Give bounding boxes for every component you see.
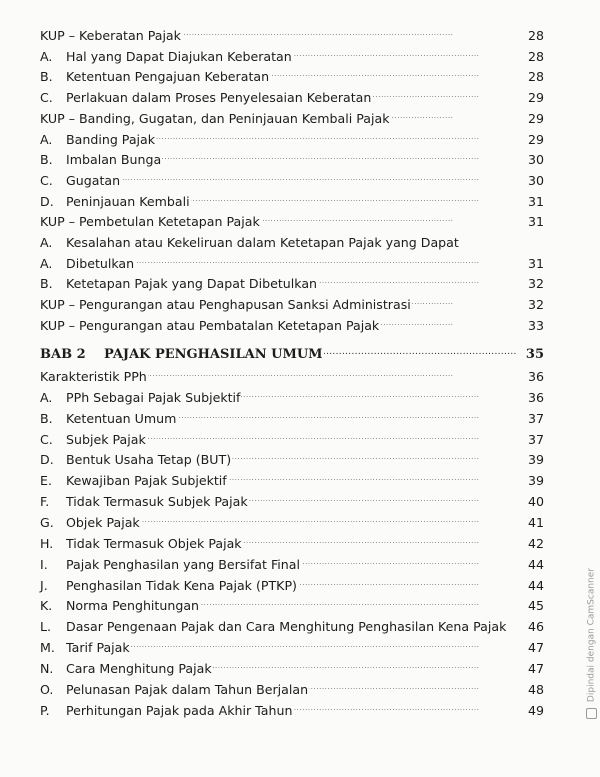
toc-entry-title: Ketentuan Umum: [66, 410, 177, 426]
toc-entry-title: Ketetapan Pajak yang Dapat Dibetulkan: [66, 276, 318, 292]
toc-entry-title: Tidak Termasuk Subjek Pajak: [66, 494, 248, 510]
toc-entry-title: Cara Menghitung Pajak: [66, 660, 212, 676]
toc-entry-title: Banding Pajak: [66, 131, 156, 147]
toc-entry-letter: J.: [40, 577, 48, 593]
toc-entry-title: Gugatan: [66, 172, 121, 188]
toc-entry-letter: B.: [40, 69, 53, 85]
toc-entry-title: Pajak Penghasilan yang Bersifat Final: [66, 556, 300, 572]
toc-entry-page: 39: [527, 473, 544, 489]
toc-entry-page: 42: [527, 535, 544, 551]
toc-entry-letter: D.: [40, 193, 54, 209]
toc-entry-letter: A.: [40, 48, 53, 64]
toc-entry-page: 39: [527, 452, 544, 468]
toc-entry-letter: N.: [40, 660, 54, 676]
toc-entry-page: 48: [527, 681, 544, 697]
toc-entry-title: Hal yang Dapat Diajukan Keberatan: [66, 48, 292, 64]
toc-entry-page: 28: [527, 69, 544, 85]
toc-entry-title: Tidak Termasuk Objek Pajak: [66, 535, 242, 551]
toc-entry-letter: H.: [40, 535, 54, 551]
toc-entry-page: 36: [527, 389, 544, 405]
chapter-number: BAB 2: [40, 347, 86, 362]
toc-entry-letter: C.: [40, 90, 53, 106]
toc-entry-page: 47: [527, 660, 544, 676]
toc-entry-page: 30: [527, 172, 544, 188]
toc-entry-page: 32: [527, 297, 544, 313]
toc-entry-letter: C.: [40, 431, 53, 447]
toc-entry-title: Subjek Pajak: [66, 431, 146, 447]
toc-entry-title: Tarif Pajak: [66, 640, 130, 656]
toc-entry-page: 44: [527, 556, 544, 572]
toc-entry-title: Dasar Pengenaan Pajak dan Cara Menghitung Penghasilan Kena Pajak: [66, 619, 507, 635]
toc-entry-page: 29: [527, 90, 544, 106]
toc-entry-letter: K.: [40, 598, 53, 614]
toc-entry-title: Karakteristik PPh: [40, 369, 147, 384]
toc-entry-letter: I.: [40, 556, 48, 572]
toc-entry-letter: G.: [40, 514, 54, 530]
toc-entry-letter: P.: [40, 702, 50, 718]
toc-entry-page: 49: [527, 702, 544, 718]
toc-entry-page: 29: [527, 110, 544, 126]
toc-entry-letter: A.: [40, 235, 53, 250]
toc-entry-letter: F.: [40, 494, 50, 510]
toc-entry-title: Kesalahan atau Kekeliruan dalam Ketetapan Pajak yang Dapat: [66, 235, 459, 250]
toc-entry-title: Perlakuan dalam Proses Penyelesaian Keberatan: [66, 90, 372, 106]
toc-entry-title: Imbalan Bunga: [66, 152, 162, 168]
toc-entry-letter: A.: [40, 389, 53, 405]
toc-entry-page: 47: [527, 640, 544, 656]
toc-entry-title: KUP – Keberatan Pajak: [40, 28, 181, 43]
toc-entry-letter: O.: [40, 681, 54, 697]
watermark-text: Dipindai dengan CamScanner: [586, 568, 597, 703]
toc-entry-letter: B.: [40, 410, 53, 426]
toc-entry-page: 29: [527, 131, 544, 147]
toc-entry-title: Ketentuan Pengajuan Keberatan: [66, 69, 270, 85]
toc-entry-letter: B.: [40, 152, 53, 168]
toc-entry-title: KUP – Pengurangan atau Pembatalan Ketetapan Pajak: [40, 317, 380, 333]
toc-entry-page: 31: [527, 255, 544, 271]
toc-entry-title: Peninjauan Kembali: [66, 193, 190, 209]
toc-entry-title: Objek Pajak: [66, 514, 140, 530]
toc-entry-page: 31: [527, 193, 544, 209]
toc-entry-page: 40: [527, 494, 544, 510]
toc-entry-page: 32: [527, 276, 544, 292]
toc-entry-title: Bentuk Usaha Tetap (BUT): [66, 452, 232, 468]
toc-entry-page: 28: [527, 28, 544, 43]
toc-entry-title: Pelunasan Pajak dalam Tahun Berjalan: [66, 681, 309, 697]
toc-entry-page: 44: [527, 577, 544, 593]
toc-entry-letter: A.: [40, 131, 53, 147]
toc-entry-letter: E.: [40, 473, 52, 489]
toc-entry-page: 31: [527, 214, 544, 230]
camscanner-icon: [586, 708, 597, 719]
toc-entry-letter: M.: [40, 640, 55, 656]
chapter-page: 35: [525, 347, 544, 362]
toc-entry-page: 28: [527, 48, 544, 64]
toc-entry-letter: A.: [40, 255, 53, 271]
toc-entry-letter: C.: [40, 172, 53, 188]
toc-entry-page: 37: [527, 431, 544, 447]
toc-entry-page: 36: [527, 369, 544, 384]
toc-entry-title: Norma Penghitungan: [66, 598, 200, 614]
toc-entry-page: 30: [527, 152, 544, 168]
toc-entry-letter: L.: [40, 619, 52, 635]
toc-entry-title: Dibetulkan: [66, 255, 135, 271]
toc-entry-title: Perhitungan Pajak pada Akhir Tahun: [66, 702, 293, 718]
toc-entry-title: PPh Sebagai Pajak Subjektif: [66, 389, 241, 405]
toc-entry-title: KUP – Banding, Gugatan, dan Peninjauan Kembali Pajak: [40, 110, 390, 126]
toc-entry-page: 46: [527, 619, 544, 635]
toc-entry-title: Kewajiban Pajak Subjektif: [66, 473, 227, 489]
toc-entry-letter: B.: [40, 276, 53, 292]
toc-entry-page: 33: [527, 317, 544, 333]
toc-entry-letter: D.: [40, 452, 54, 468]
toc-entry-page: 41: [527, 514, 544, 530]
scanner-watermark: [586, 568, 597, 719]
toc-entry-title: KUP – Pengurangan atau Penghapusan Sanksi Administrasi: [40, 297, 411, 313]
chapter-title: PAJAK PENGHASILAN UMUM: [104, 347, 323, 362]
toc-entry-page: 45: [527, 598, 544, 614]
toc-entry-title: Penghasilan Tidak Kena Pajak (PTKP): [66, 577, 297, 593]
toc-entry-page: 37: [527, 410, 544, 426]
toc-entry-title: KUP – Pembetulan Ketetapan Pajak: [40, 214, 260, 230]
